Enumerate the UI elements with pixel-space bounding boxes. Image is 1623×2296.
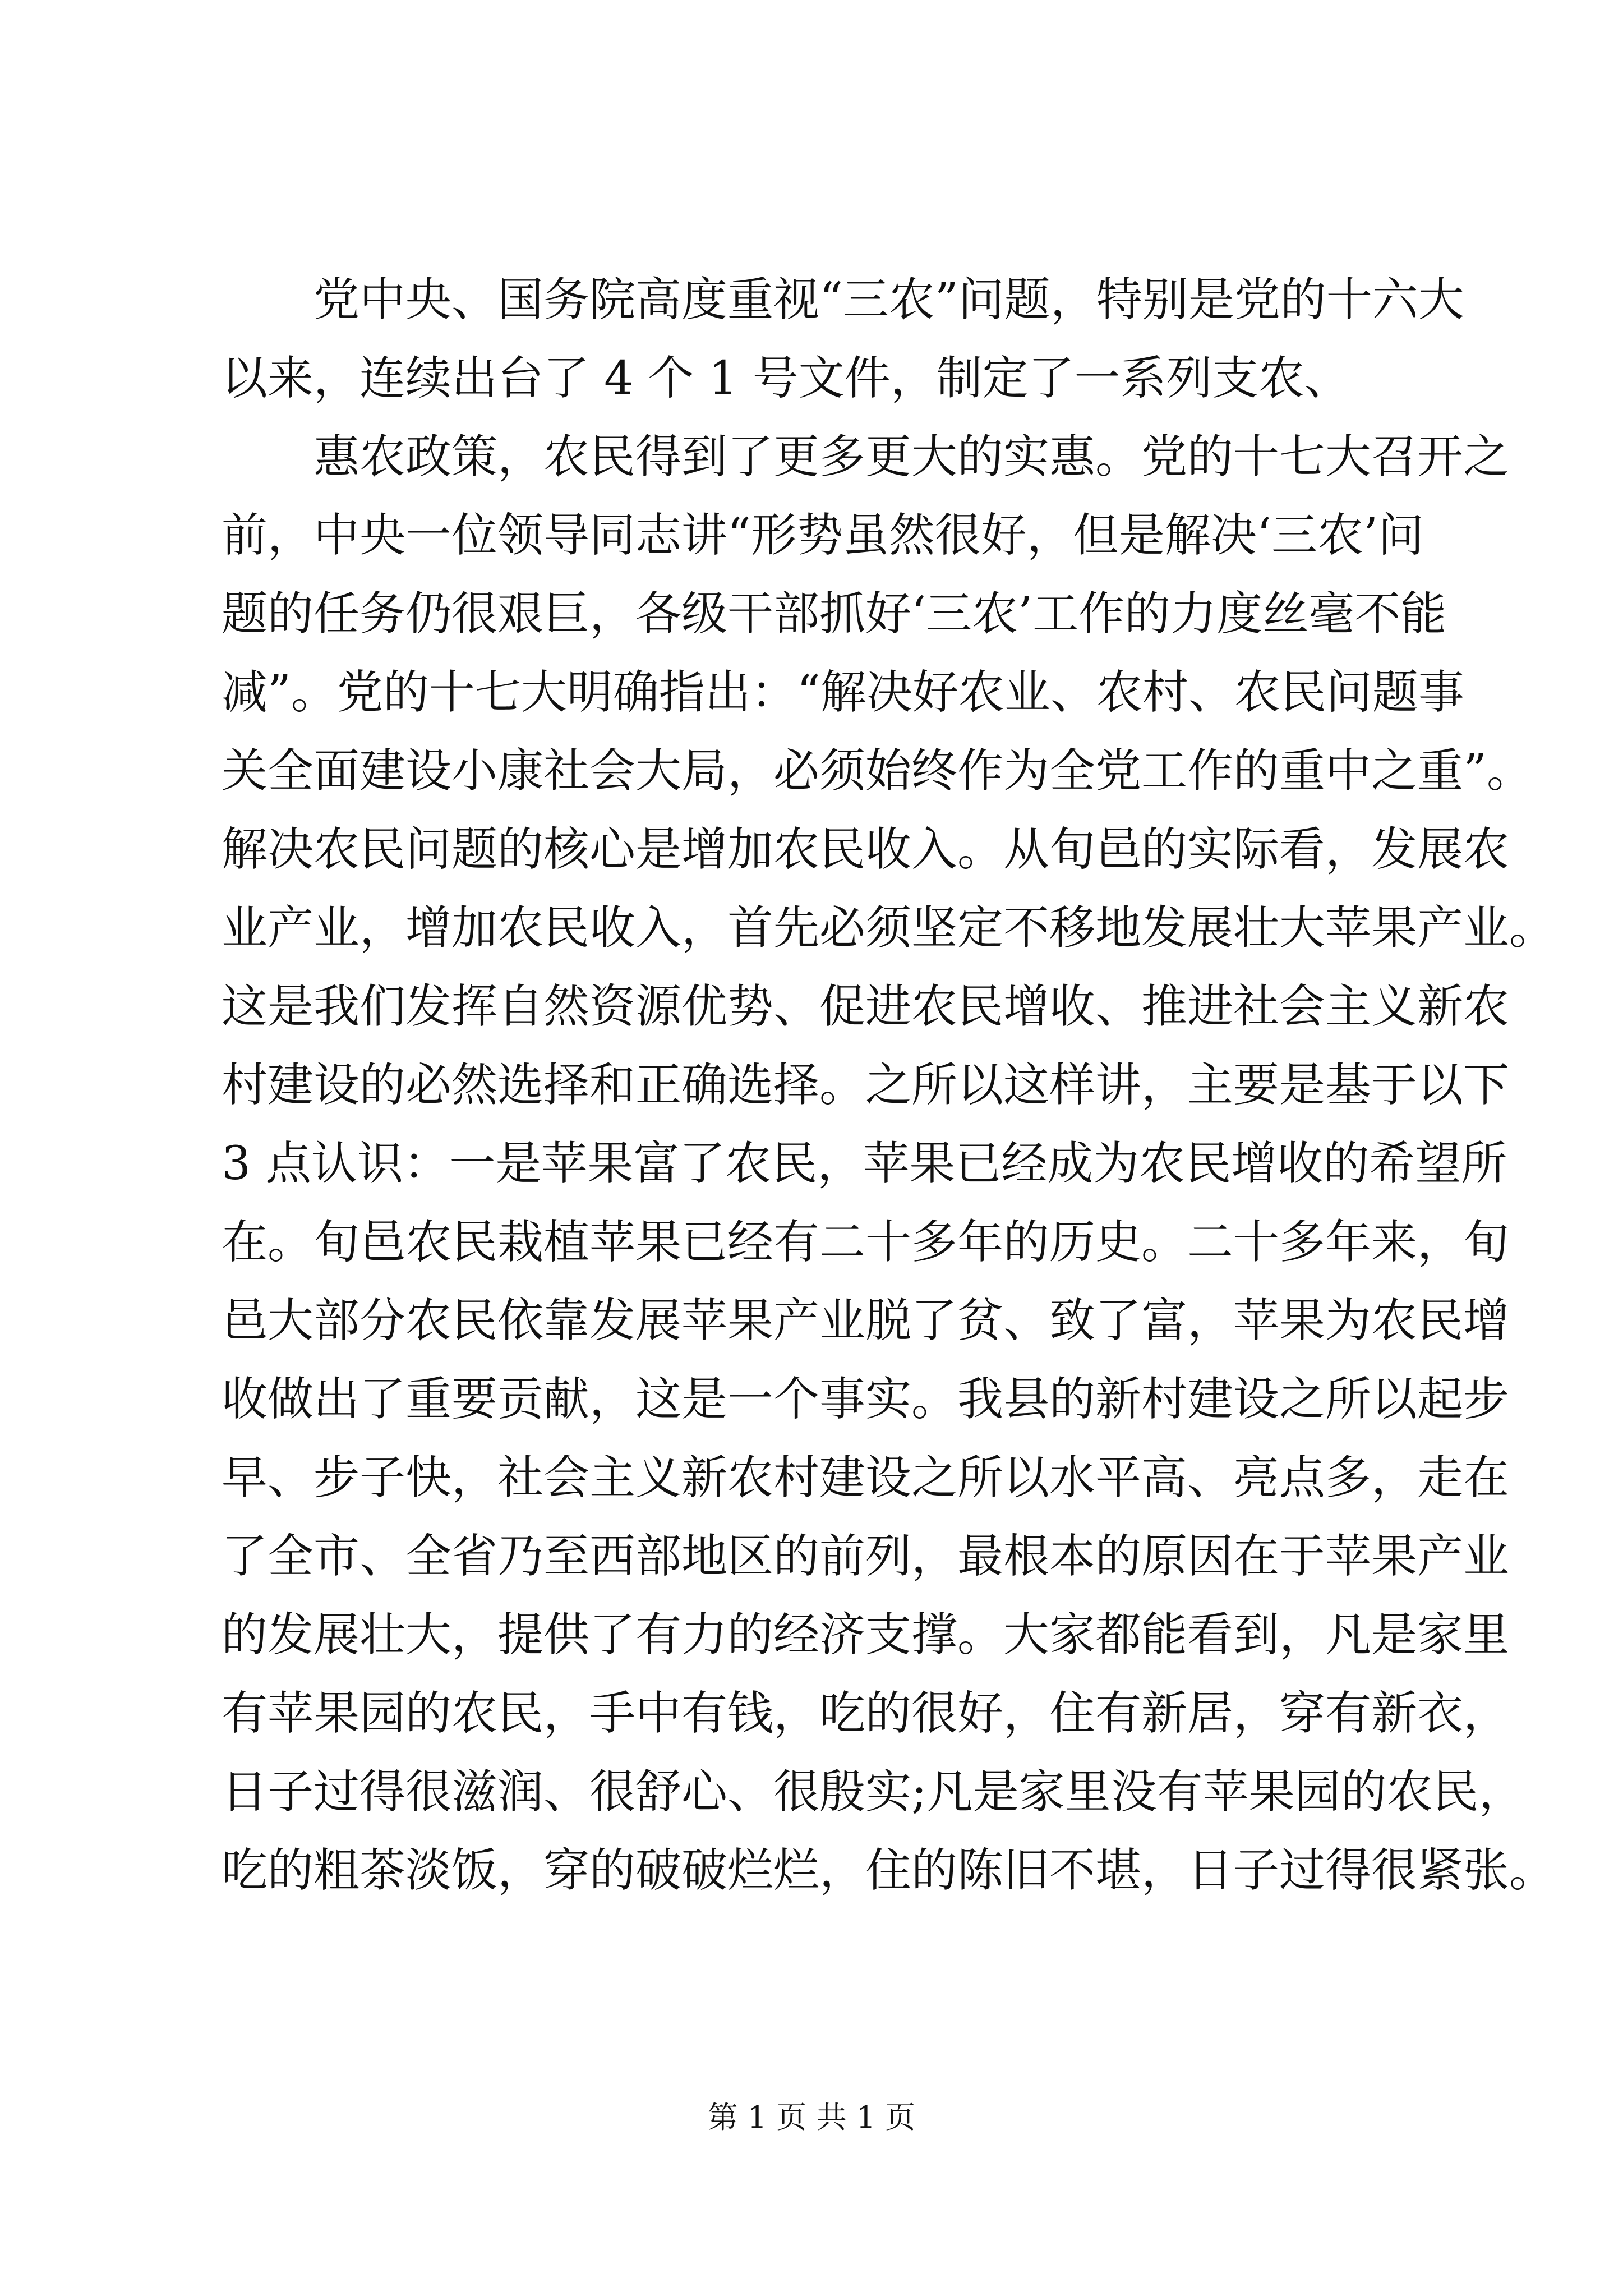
paragraph-1 bbox=[222, 261, 1464, 418]
text-line: 减”。党的十七大明确指出：“解决好农业、农村、农民问题事 bbox=[222, 666, 1464, 719]
text-line: 邑大部分农民依靠发展苹果产业脱了贫、致了富，苹果为农民增 bbox=[222, 1294, 1510, 1347]
text-line: 有苹果园的农民，手中有钱，吃的很好，住有新居，穿有新衣， bbox=[222, 1687, 1510, 1740]
text-line: 日子过得很滋润、很舒心、很殷实;凡是家里没有苹果园的农民， bbox=[222, 1765, 1525, 1819]
text-line: 前，中央一位领导同志讲“形势虽然很好，但是解决‘三农’问 bbox=[222, 509, 1424, 562]
text-line: 在。旬邑农民栽植苹果已经有二十多年的历史。二十多年来，旬 bbox=[222, 1216, 1510, 1269]
text-line: 村建设的必然选择和正确选择。之所以这样讲，主要是基于以下 bbox=[222, 1059, 1510, 1112]
text-line: 吃的粗茶淡饭，穿的破破烂烂，住的陈旧不堪，日子过得很紧张。 bbox=[222, 1844, 1556, 1897]
text-line: 题的任务仍很艰巨，各级干部抓好‘三农’工作的力度丝毫不能 bbox=[222, 587, 1447, 641]
text-line: 惠农政策，农民得到了更多更大的实惠。党的十七大召开之 bbox=[222, 430, 1510, 484]
text-line: 的发展壮大，提供了有力的经济支撑。大家都能看到，凡是家里 bbox=[222, 1608, 1510, 1662]
text-line: 关全面建设小康社会大局，必须始终作为全党工作的重中之重”。 bbox=[222, 744, 1533, 798]
page-number-footer: 第 1 页 共 1 页 bbox=[707, 2100, 916, 2135]
text-line: 解决农民问题的核心是增加农民收入。从旬邑的实际看，发展农 bbox=[222, 823, 1510, 876]
text-line: 3 点认识：一是苹果富了农民，苹果已经成为农民增收的希望所 bbox=[222, 1137, 1507, 1190]
paragraph-2 bbox=[222, 418, 1556, 1910]
text-line: 收做出了重要贡献，这是一个事实。我县的新村建设之所以起步 bbox=[222, 1373, 1510, 1426]
text-line: 这是我们发挥自然资源优势、促进农民增收、推进社会主义新农 bbox=[222, 980, 1510, 1033]
text-line: 业产业，增加农民收入，首先必须坚定不移地发展壮大苹果产业。 bbox=[222, 901, 1556, 955]
document-body bbox=[222, 261, 1556, 1910]
text-line: 党中央、国务院高度重视“三农”问题，特别是党的十六大 bbox=[222, 273, 1464, 326]
text-line: 以来，连续出台了 4 个 1 号文件，制定了一系列支农、 bbox=[222, 352, 1350, 405]
text-line: 了全市、全省乃至西部地区的前列，最根本的原因在于苹果产业 bbox=[222, 1530, 1510, 1583]
text-line: 早、步子快，社会主义新农村建设之所以水平高、亮点多，走在 bbox=[222, 1451, 1510, 1504]
